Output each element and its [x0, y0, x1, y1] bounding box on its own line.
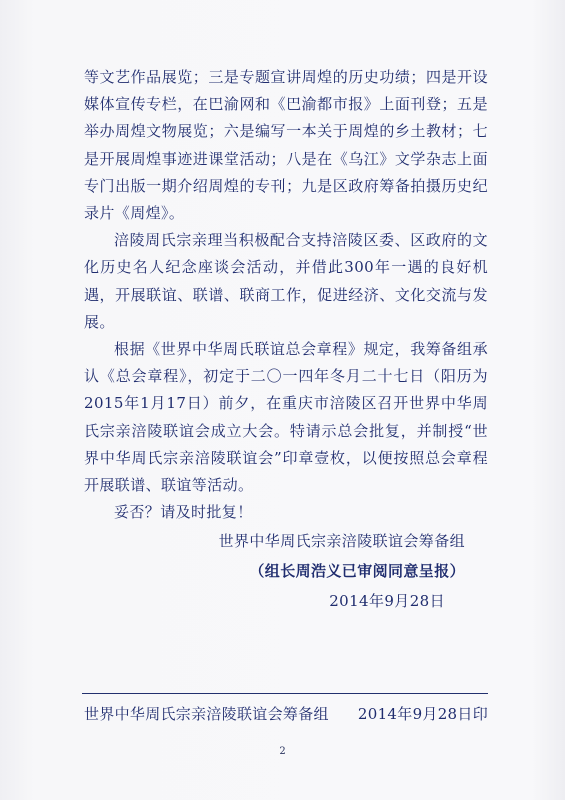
footer-print-date: 2014年9月28日印	[357, 705, 488, 723]
footer	[84, 703, 488, 724]
body-paragraph-support: 涪陵周氏宗亲理当积极配合支持涪陵区委、区政府的文化历史名人纪念座谈会活动，并借此300年一遇的良好机遇，开展联谊、联谱、联商工作，促进经济、文化交流与发展。	[84, 231, 488, 331]
footer-organization: 世界中华周氏宗亲涪陵联谊会筹备组	[84, 705, 329, 723]
document-body	[84, 64, 488, 526]
signature-date: 2014年9月28日	[329, 592, 445, 610]
body-paragraph-closing: 妥否？请及时批复！	[114, 503, 253, 522]
page-number: 2	[279, 746, 286, 757]
signature-organization: 世界中华周氏宗亲涪陵联谊会筹备组	[218, 532, 465, 550]
footer-divider	[82, 693, 488, 694]
body-paragraph-request: 根据《世界中华周氏联谊总会章程》规定，我筹备组承认《总会章程》，初定于二〇一四年冬月二十七日（阳历为2015年1月17日）前夕，在重庆市涪陵区召开世界中华周氏宗亲涪陵联谊会成立大会。特请示总会批复，并制授“世界中华周氏宗亲涪陵联谊会”印章壹枚，以便按照总会章程开展联谱、联谊等活动。	[84, 340, 488, 495]
signature-approval-note: （组长周浩义已审阅同意呈报）	[249, 562, 465, 580]
body-paragraph-continuation: 等文艺作品展览；三是专题宣讲周煌的历史功绩；四是开设媒体宣传专栏，在巴渝网和《巴渝都市报》上面刊登；五是举办周煌文物展览；六是编写一本关于周煌的乡土教材；七是开展周煌事迹进课堂活动；八是在《乌江》文学杂志上面专门出版一期介绍周煌的专刊；九是区政府筹备拍摄历史纪录片《周煌》。	[84, 68, 488, 223]
